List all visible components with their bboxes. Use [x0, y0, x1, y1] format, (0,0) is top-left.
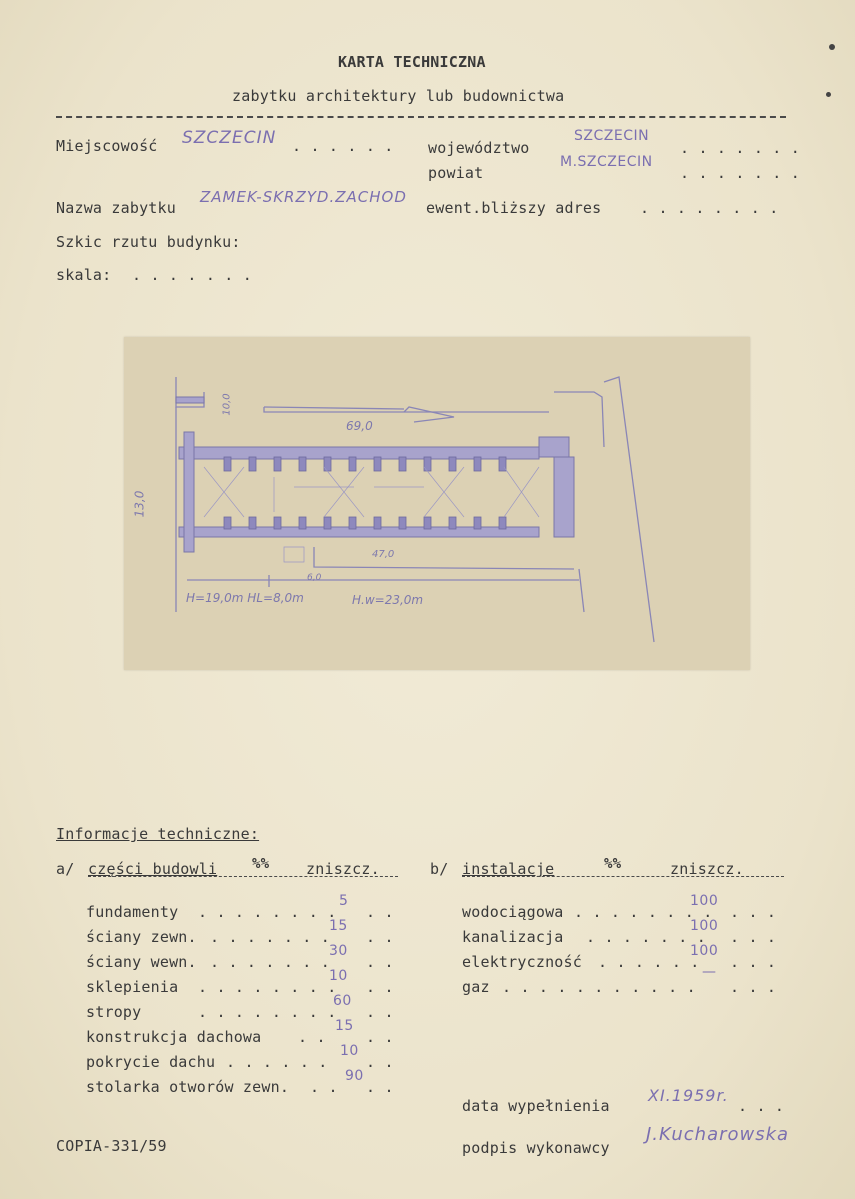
header-divider [56, 116, 786, 118]
miejscowosc-value: SZCZECIN [182, 128, 277, 148]
b-row-value: 100 [690, 893, 719, 909]
nazwa-zabytku-label: Nazwa zabytku [56, 199, 176, 217]
a-row-trail: . . [366, 1078, 394, 1096]
a-row-dots: . . . . . . . [210, 928, 330, 946]
a-row-trail: . . [366, 928, 394, 946]
a-row-value: 15 [335, 1018, 354, 1034]
a-row-label: konstrukcja dachowa [86, 1028, 262, 1046]
miejscowosc-dots: . . . . . . [292, 137, 394, 155]
a-row-value: 10 [329, 968, 348, 984]
document-reference: COPIA-331/59 [56, 1137, 167, 1155]
a-row-label: sklepienia [86, 978, 179, 996]
b-row-dots: . . . . . . [598, 953, 700, 971]
a-row-value: 30 [329, 943, 348, 959]
page-subtitle: zabytku architektury lub budownictwa [232, 87, 565, 105]
podpis-signature: J.Kucharowska [646, 1124, 790, 1145]
a-row-label: ściany zewn. [86, 928, 197, 946]
a-row-label: fundamenty [86, 903, 179, 921]
punch-mark [829, 44, 835, 50]
powiat-label: powiat [428, 164, 484, 182]
sketch-dim-small: 6,0 [307, 573, 322, 583]
a-row-label: stropy [86, 1003, 142, 1021]
skala-dots: . . . . . . . [132, 266, 252, 284]
a-row-trail: . . [366, 953, 394, 971]
a-row-trail: . . [366, 903, 394, 921]
sketch-dim-left: 13,0 [132, 490, 147, 518]
b-row-label: elektryczność [462, 953, 582, 971]
section-b-prefix: b/ [430, 860, 449, 878]
a-row-dots: . . . . . . [226, 1053, 328, 1071]
sketch-hw: H.w=23,0m [352, 593, 424, 607]
a-row-value: 90 [345, 1068, 364, 1084]
b-row-label: gaz [462, 978, 490, 996]
b-row-label: kanalizacja [462, 928, 564, 946]
a-row-dots: . . . . . . . [210, 953, 330, 971]
b-row-trail: . . . [730, 903, 777, 921]
adres-label: ewent.bliższy adres [426, 199, 602, 217]
floor-plan-sketch [124, 337, 750, 670]
b-row-label: wodociągowa [462, 903, 564, 921]
a-row-label: stolarka otworów zewn. [86, 1078, 290, 1096]
wojewodztwo-value: SZCZECIN [574, 128, 650, 144]
a-row-trail: . . [366, 978, 394, 996]
a-row-trail: . . [366, 1053, 394, 1071]
b-row-value: — [702, 964, 717, 980]
nazwa-zabytku-value: ZAMEK-SKRZYD.ZACHOD [200, 188, 407, 206]
skala-label: skala: [56, 266, 112, 284]
section-b-col2: %% [604, 856, 622, 872]
section-b-col3: zniszcz. [670, 860, 744, 878]
wojewodztwo-dots: . . . . . . . [680, 139, 800, 157]
a-row-trail: . . [366, 1028, 394, 1046]
a-row-value: 60 [333, 993, 352, 1009]
a-row-label: pokrycie dachu [86, 1053, 216, 1071]
a-row-value: 15 [329, 918, 348, 934]
powiat-dots: . . . . . . . [680, 164, 800, 182]
wojewodztwo-label: województwo [428, 139, 530, 157]
a-row-value: 5 [339, 893, 349, 909]
b-row-value: 100 [690, 943, 719, 959]
a-row-label: ściany wewn. [86, 953, 197, 971]
b-row-value: 100 [690, 918, 719, 934]
data-wypelnienia-value: XI.1959r. [648, 1086, 729, 1105]
section-a-col1: części budowli [88, 860, 218, 878]
a-row-value: 10 [340, 1043, 359, 1059]
b-row-dots: . . . . . . . . . . . [502, 978, 696, 996]
a-row-dots: . . . . . . . . [198, 978, 337, 996]
adres-dots: . . . . . . . . [640, 199, 779, 217]
a-row-dots: . . . . . . . . [198, 903, 337, 921]
powiat-value: M.SZCZECIN [560, 154, 653, 170]
info-heading: Informacje techniczne: [56, 825, 260, 843]
floor-plan-drawing [124, 337, 750, 670]
sketch-dim-bottom: 47,0 [372, 549, 395, 560]
szkic-label: Szkic rzutu budynku: [56, 233, 241, 251]
sketch-dim-top: 69,0 [346, 419, 373, 433]
sketch-heights: H=19,0m HL=8,0m [186, 591, 304, 605]
section-a-underline [88, 876, 398, 877]
b-row-dots: . . . . . . . . [574, 903, 713, 921]
a-row-trail: . . [366, 1003, 394, 1021]
section-a-prefix: a/ [56, 860, 75, 878]
b-row-trail: . . . [730, 978, 777, 996]
a-row-dots: . . . . . . . . [198, 1003, 337, 1021]
a-row-dots: . . [310, 1078, 338, 1096]
podpis-label: podpis wykonawcy [462, 1139, 610, 1157]
sketch-dim-corner: 10,0 [221, 393, 233, 416]
b-row-dots: . . . . . . . [586, 928, 706, 946]
section-a-col3: zniszcz. [306, 860, 380, 878]
data-wypelnienia-dots: . . . [738, 1097, 785, 1115]
miejscowosc-label: Miejscowość [56, 137, 158, 155]
section-b-col1: instalacje [462, 860, 555, 878]
section-b-underline [462, 876, 784, 877]
b-row-trail: . . . [730, 928, 777, 946]
page-title: KARTA TECHNICZNA [338, 53, 486, 71]
data-wypelnienia-label: data wypełnienia [462, 1097, 610, 1115]
section-a-col2: %% [252, 856, 270, 872]
a-row-dots: . . [298, 1028, 326, 1046]
b-row-trail: . . . [730, 953, 777, 971]
punch-mark [826, 92, 831, 97]
